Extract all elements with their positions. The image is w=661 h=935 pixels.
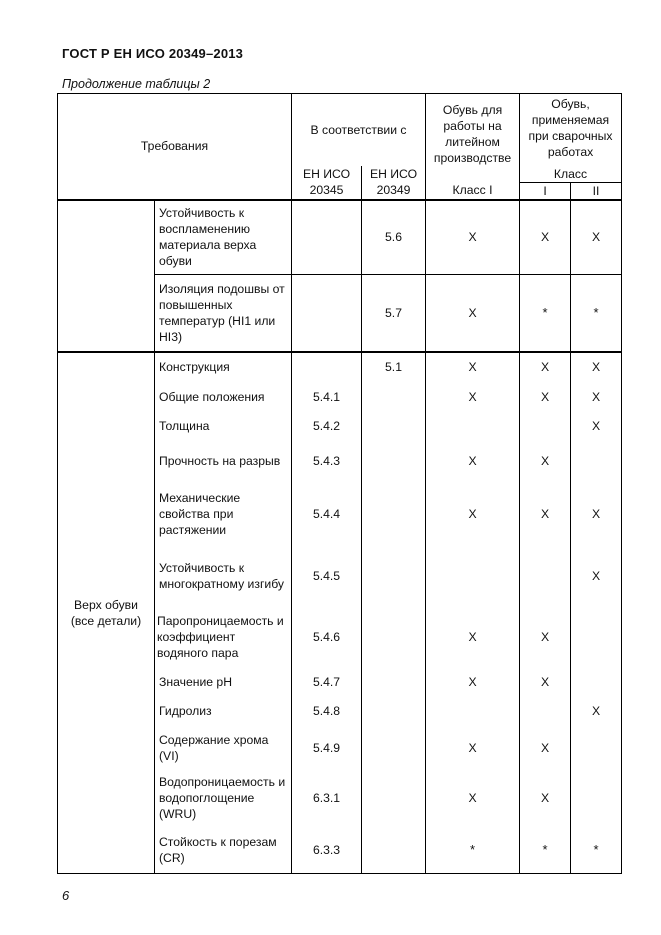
row-en20345: 5.4.4: [292, 483, 362, 545]
row-foundry: X: [426, 200, 520, 275]
row-foundry: [426, 412, 520, 440]
row-en20349: [362, 770, 426, 827]
row-name: Гидролиз: [155, 697, 292, 726]
row-en20349: [362, 440, 426, 483]
row-en20349: [362, 545, 426, 607]
row-en20349: 5.7: [362, 275, 426, 352]
page-number: 6: [62, 888, 70, 903]
row-welding-ii: X: [571, 412, 622, 440]
row-name: Устойчивость к многократному изгибу: [155, 545, 292, 607]
row-name: Конструкция: [155, 352, 292, 382]
row-en20345: 5.4.5: [292, 545, 362, 607]
row-name: Прочность на разрыв: [155, 440, 292, 483]
row-welding-i: X: [520, 770, 571, 827]
row-en20349: [362, 412, 426, 440]
header-en-iso-20345: ЕН ИСО 20345: [292, 166, 362, 200]
row-en20345: [292, 275, 362, 352]
row-en20349: [362, 697, 426, 726]
row-name: Содержание хрома (VI): [155, 726, 292, 770]
row-welding-ii: X: [571, 352, 622, 382]
row-en20345: [292, 352, 362, 382]
row-en20349: 5.6: [362, 200, 426, 275]
row-welding-i: X: [520, 200, 571, 275]
row-welding-ii: *: [571, 827, 622, 874]
row-foundry: X: [426, 440, 520, 483]
row-en20345: 5.4.3: [292, 440, 362, 483]
row-welding-i: X: [520, 667, 571, 697]
row-welding-ii: [571, 770, 622, 827]
row-en20349: [362, 827, 426, 874]
row-welding-ii: [571, 607, 622, 667]
row-welding-ii: X: [571, 545, 622, 607]
row-foundry: *: [426, 827, 520, 874]
header-requirements: Требования: [58, 94, 292, 200]
row-welding-i: X: [520, 382, 571, 412]
row-en20345: 5.4.9: [292, 726, 362, 770]
row-name: Устойчивость к воспламенению материала верха обуви: [155, 200, 292, 275]
header-welding: Обувь, применяемая при сварочных работах: [520, 94, 622, 166]
header-welding-ii: II: [571, 182, 622, 200]
row-foundry: [426, 697, 520, 726]
row-en20345: 5.4.2: [292, 412, 362, 440]
header-according: В соответствии с: [292, 94, 426, 166]
row-en20349: [362, 607, 426, 667]
row-en20345: 5.4.1: [292, 382, 362, 412]
row-en20345: 5.4.8: [292, 697, 362, 726]
row-en20345: 6.3.1: [292, 770, 362, 827]
row-en20345: [292, 200, 362, 275]
row-en20349: [362, 667, 426, 697]
row-foundry: X: [426, 483, 520, 545]
row-welding-ii: X: [571, 697, 622, 726]
row-welding-ii: [571, 440, 622, 483]
row-en20349: [362, 382, 426, 412]
row-foundry: X: [426, 726, 520, 770]
row-foundry: X: [426, 275, 520, 352]
header-foundry-class: Класс I: [426, 182, 520, 200]
row-name: Механические свойства при растяжении: [155, 483, 292, 545]
row-welding-ii: X: [571, 483, 622, 545]
row-welding-ii: *: [571, 275, 622, 352]
requirements-table: [57, 93, 622, 874]
header-en-iso-20349: ЕН ИСО 20349: [362, 166, 426, 200]
row-welding-i: X: [520, 352, 571, 382]
table-row: [58, 352, 622, 382]
row-welding-i: X: [520, 483, 571, 545]
row-en20349: [362, 726, 426, 770]
row-welding-i: *: [520, 827, 571, 874]
row-welding-i: *: [520, 275, 571, 352]
row-name: Изоляция подошвы от повышенных температур (HI1 или HI3): [155, 275, 292, 352]
row-foundry: X: [426, 667, 520, 697]
row-welding-i: [520, 545, 571, 607]
row-foundry: X: [426, 352, 520, 382]
row-foundry: X: [426, 770, 520, 827]
group-upper: Верх обуви (все детали): [58, 352, 155, 874]
row-welding-i: [520, 697, 571, 726]
row-en20345: 6.3.3: [292, 827, 362, 874]
row-welding-ii: X: [571, 382, 622, 412]
row-welding-i: [520, 412, 571, 440]
row-foundry: X: [426, 607, 520, 667]
header-welding-i: I: [520, 182, 571, 200]
row-en20345: 5.4.6: [292, 607, 362, 667]
row-welding-ii: X: [571, 200, 622, 275]
row-name: Стойкость к порезам (CR): [155, 827, 292, 874]
row-welding-i: X: [520, 726, 571, 770]
header-welding-class: Класс: [520, 166, 622, 183]
row-welding-ii: [571, 726, 622, 770]
row-name: Водопроницаемость и водопоглощение (WRU): [155, 770, 292, 827]
row-name: Паропроницаемость и коэффициент водяного пара: [155, 607, 292, 667]
standard-title: ГОСТ Р ЕН ИСО 20349–2013: [62, 46, 244, 61]
row-welding-i: X: [520, 440, 571, 483]
row-name: Значение рН: [155, 667, 292, 697]
row-foundry: [426, 545, 520, 607]
row-en20349: [362, 483, 426, 545]
table-row: [58, 200, 622, 275]
row-en20345: 5.4.7: [292, 667, 362, 697]
table-caption: Продолжение таблицы 2: [62, 77, 211, 91]
row-name: Толщина: [155, 412, 292, 440]
group-cell-empty: [58, 200, 155, 352]
row-welding-ii: [571, 667, 622, 697]
header-foundry: Обувь для работы на литейном производстве: [426, 94, 520, 183]
row-welding-i: X: [520, 607, 571, 667]
row-en20349: 5.1: [362, 352, 426, 382]
row-name: Общие положения: [155, 382, 292, 412]
row-foundry: X: [426, 382, 520, 412]
